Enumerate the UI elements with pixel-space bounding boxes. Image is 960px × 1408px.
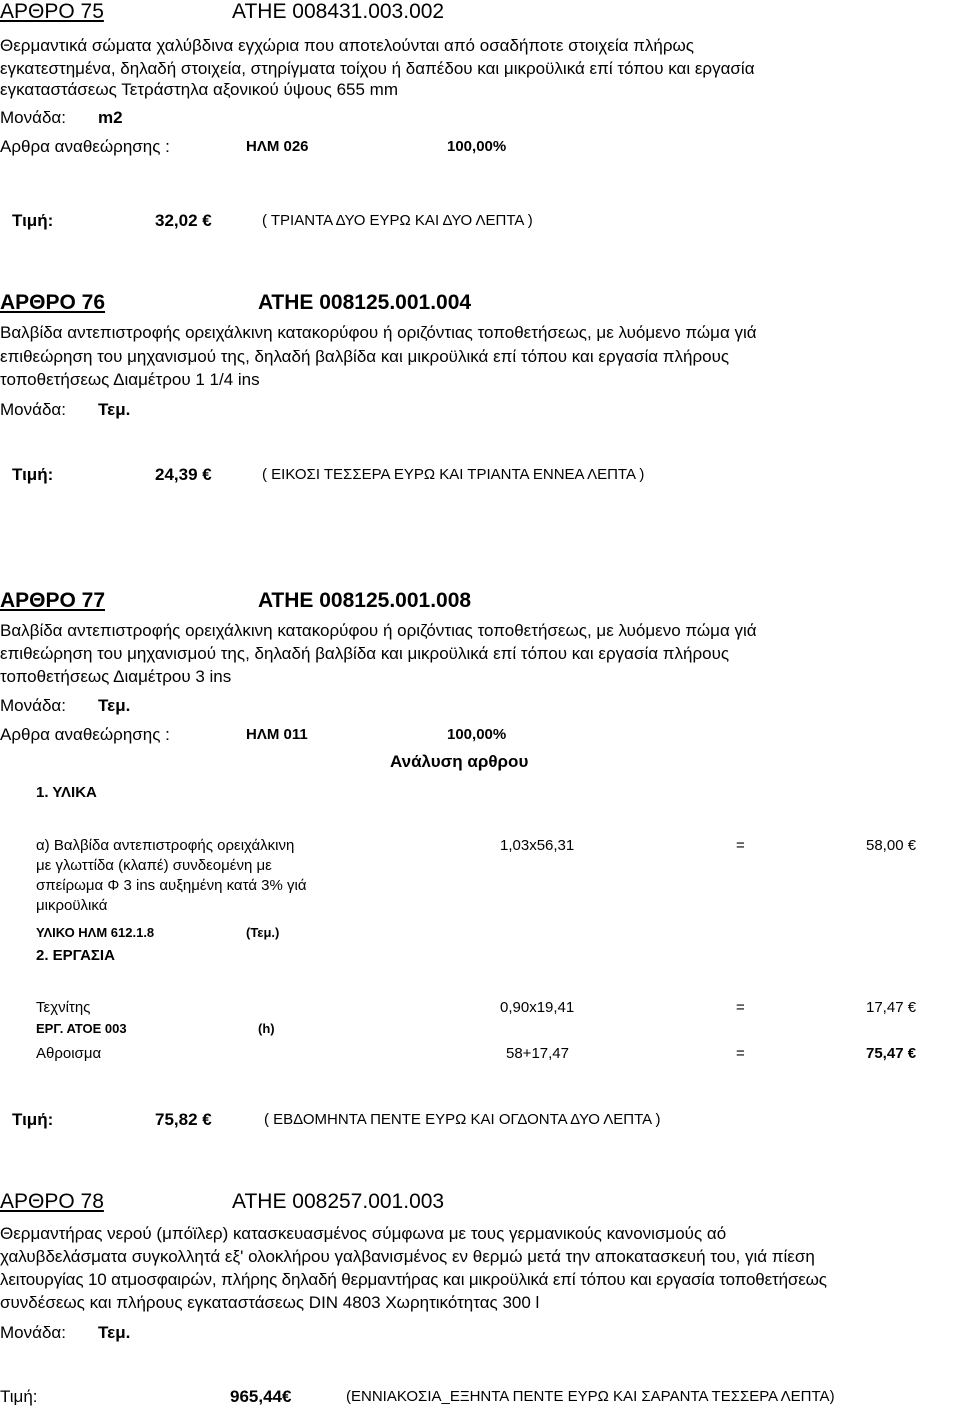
material-unit: (Τεμ.) — [246, 925, 280, 940]
labour-unit: (h) — [258, 1021, 275, 1036]
unit-label: Μονάδα: — [0, 696, 66, 715]
article-description-line: εγκατεστημένα, δηλαδή στοιχεία, στηρίγματα τοίχου ή δαπέδου και μικροϋλικά επί τόπου και εργασία — [0, 59, 755, 78]
material-code: ΥΛΙΚΟ ΗΛΜ 612.1.8 — [36, 925, 155, 940]
article-number: ΑΡΘΡΟ 78 — [0, 1190, 104, 1213]
article-description-line: τοποθετήσεως Διαμέτρου 3 ins — [0, 667, 232, 686]
revision-code: ΗΛΜ 011 — [246, 726, 308, 743]
revision-percent: 100,00% — [447, 138, 507, 155]
unit-value: m2 — [98, 108, 123, 127]
labour-code: ΕΡΓ. ΑΤΟΕ 003 — [36, 1021, 127, 1036]
price-label: Τιμή: — [12, 1110, 54, 1129]
sum-label: Αθροισμα — [36, 1045, 102, 1062]
euro-icon: € — [907, 837, 917, 854]
article-code: ΑΤΗΕ 008431.003.002 — [232, 0, 445, 23]
unit-value: Τεμ. — [98, 400, 131, 419]
unit-value: Τεμ. — [98, 696, 131, 715]
price-in-words: ( ΕΒΔΟΜΗΝΤΑ ΠΕΝΤΕ ΕΥΡΩ ΚΑΙ ΟΓΔΟΝΤΑ ΔΥΟ ΛΕΠΤΑ ) — [264, 1111, 661, 1128]
article-description-line: εγκαταστάσεως Τετράστηλα αξονικού ύψους 655 mm — [0, 80, 398, 99]
price-value: 24,39 € — [155, 465, 212, 484]
unit-label: Μονάδα: — [0, 108, 66, 127]
article-description-line: Θερμαντήρας νερού (μπόϊλερ) κατασκευασμένος σύμφωνα με τους γερμανικούς κανονισμούς αό — [0, 1224, 727, 1243]
price-label: Τιμή: — [12, 211, 54, 230]
sum-total: 75,47 € — [866, 1045, 917, 1062]
price-in-words: ( ΤΡΙΑΝΤΑ ΔΥΟ ΕΥΡΩ ΚΑΙ ΔΥΟ ΛΕΠΤΑ ) — [262, 212, 533, 229]
material-description-line: α) Βαλβίδα αντεπιστροφής ορειχάλκινη — [36, 837, 295, 854]
sum-calculation: 58+17,47 — [506, 1045, 569, 1062]
equals-sign: = — [736, 999, 745, 1016]
revision-code: ΗΛΜ 026 — [246, 138, 309, 155]
article-description-line: τοποθετήσεως Διαμέτρου 1 1/4 ins — [0, 370, 260, 389]
article-77-header — [0, 589, 530, 613]
article-code: ΑΤΗΕ 008125.001.008 — [258, 589, 472, 612]
price-value: 75,82 € — [155, 1110, 212, 1129]
labour-description: Τεχνίτης — [36, 999, 91, 1016]
labour-total: 17,47 € — [866, 999, 917, 1016]
price-in-words: ( ΕΙΚΟΣΙ ΤΕΣΣΕΡΑ ΕΥΡΩ ΚΑΙ ΤΡΙΑΝΤΑ ΕΝΝΕΑ ΛΕΠΤΑ ) — [262, 466, 645, 483]
unit-label: Μονάδα: — [0, 400, 66, 419]
euro-icon: € — [282, 1387, 292, 1406]
price-label: Τιμή: — [0, 1387, 38, 1406]
article-number: ΑΡΘΡΟ 76 — [0, 291, 106, 314]
euro-icon: € — [202, 465, 212, 484]
price-value: 32,02 € — [155, 211, 212, 230]
revision-label: Αρθρα αναθεώρησης : — [0, 137, 170, 156]
labour-heading: 2. ΕΡΓΑΣΙΑ — [36, 947, 115, 964]
article-code: ΑΤΗΕ 008257.001.003 — [232, 1190, 445, 1213]
revision-label: Αρθρα αναθεώρησης : — [0, 725, 170, 744]
article-description-line: επιθεώρηση του μηχανισμού της, δηλαδή βαλβίδα και μικροϋλικά επί τόπου και εργασία πλήρους — [0, 644, 730, 663]
article-number: ΑΡΘΡΟ 77 — [0, 589, 106, 612]
article-78-header — [0, 1190, 480, 1214]
article-number: ΑΡΘΡΟ 75 — [0, 0, 104, 23]
article-description-line: χαλυβδελάσματα συγκολλητά εξ' ολοκλήρου γαλβανισμένος εν θερμώ μετά την αποκατασκευή του, γιά πίεση — [0, 1247, 815, 1266]
price-label: Τιμή: — [12, 465, 54, 484]
euro-icon: € — [202, 211, 212, 230]
article-description-line: Θερμαντικά σώματα χαλύβδινα εγχώρια που αποτελούνται από οσαδήποτε στοιχεία πλήρως — [0, 36, 694, 55]
material-description-line: μικροϋλικά — [36, 897, 108, 914]
unit-value: Τεμ. — [98, 1323, 131, 1342]
article-76-header — [0, 291, 530, 315]
unit-label: Μονάδα: — [0, 1323, 66, 1342]
euro-icon: € — [907, 1045, 917, 1062]
material-total: 58,00 € — [866, 837, 917, 854]
article-description-line: επιθεώρηση του μηχανισμού της, δηλαδή βαλβίδα και μικροϋλικά επί τόπου και εργασία πλήρους — [0, 347, 730, 366]
equals-sign: = — [736, 837, 745, 854]
equals-sign: = — [736, 1045, 745, 1062]
material-calculation: 1,03x56,31 — [500, 837, 575, 854]
material-description-line: με γλωττίδα (κλαπέ) συνδεομένη με — [36, 857, 272, 874]
article-75-header — [0, 0, 480, 24]
article-description-line: Βαλβίδα αντεπιστροφής ορειχάλκινη κατακορύφου ή οριζόντιας τοποθετήσεως, με λυόμενο πώμα γιά — [0, 621, 757, 640]
analysis-title: Ανάλυση αρθρου — [390, 752, 529, 771]
article-description-line: συνδέσεως και πλήρους εγκαταστάσεως DIN 4803 Χωρητικότητας 300 l — [0, 1293, 540, 1312]
price-in-words: (ΕΝΝΙΑΚΟΣΙΑ_ΕΞΗΝΤΑ ΠΕΝΤΕ ΕΥΡΩ ΚΑΙ ΣΑΡΑΝΤΑ ΤΕΣΣΕΡΑ ΛΕΠΤΑ) — [346, 1388, 835, 1405]
labour-calculation: 0,90x19,41 — [500, 999, 575, 1016]
article-code: ΑΤΗΕ 008125.001.004 — [258, 291, 472, 314]
article-description-line: λειτουργίας 10 ατμοσφαιρών, πλήρης δηλαδή θερμαντήρας και μικροϋλικά επί τόπου και εργασία τοποθετήσεως — [0, 1270, 827, 1289]
price-value: 965,44€ — [230, 1387, 292, 1406]
materials-heading: 1. ΥΛΙΚΑ — [36, 784, 97, 801]
material-description-line: σπείρωμα Φ 3 ins αυξημένη κατά 3% γιά — [36, 877, 307, 894]
article-description-line: Βαλβίδα αντεπιστροφής ορειχάλκινη κατακορύφου ή οριζόντιας τοποθετήσεως, με λυόμενο πώμα γιά — [0, 323, 757, 342]
revision-percent: 100,00% — [447, 726, 507, 743]
euro-icon: € — [202, 1110, 212, 1129]
euro-icon: € — [907, 999, 917, 1016]
